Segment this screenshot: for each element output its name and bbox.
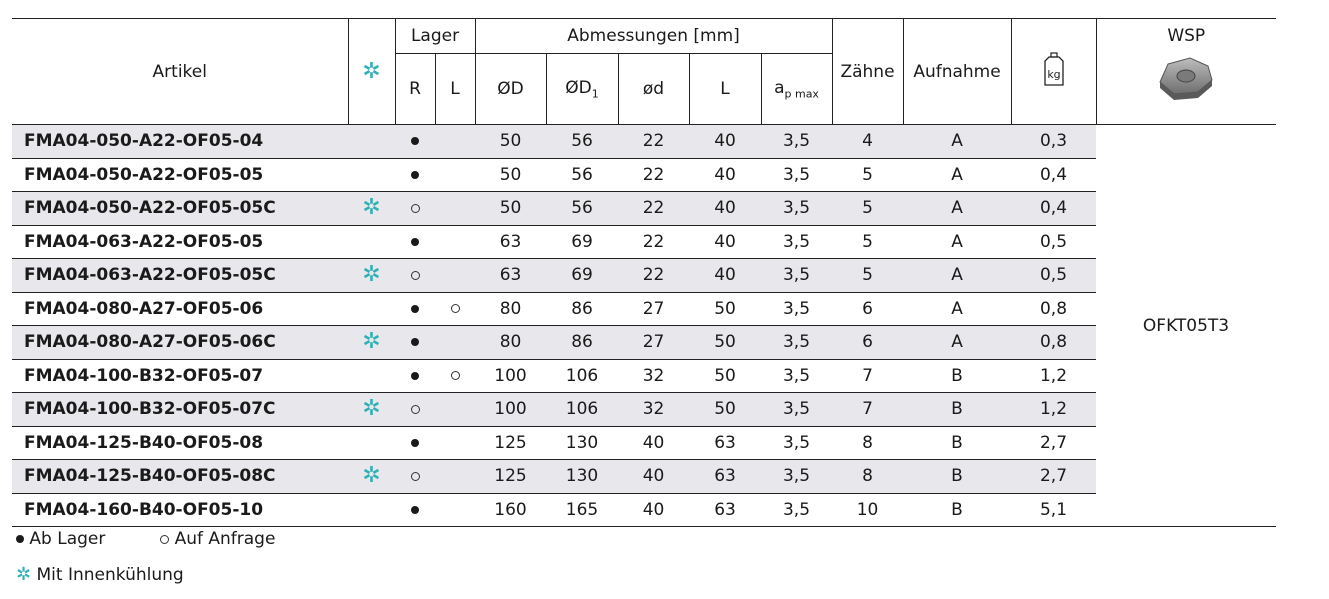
cell-aufnahme: A — [903, 192, 1011, 226]
cell-cooling — [348, 326, 395, 360]
table-row — [12, 125, 1276, 159]
product-table-container — [12, 18, 1276, 527]
header-ap-sub: p max — [784, 87, 819, 101]
cell-d1: 56 — [546, 192, 618, 226]
cell-cooling — [348, 460, 395, 494]
cell-d-small: 22 — [618, 125, 689, 159]
cell-aufnahme: A — [903, 292, 1011, 326]
cell-ap: 3,5 — [761, 460, 832, 494]
snowflake-icon: ✲ — [362, 396, 381, 422]
cell-d1: 56 — [546, 158, 618, 192]
cell-weight: 0,8 — [1011, 292, 1096, 326]
cell-ap: 3,5 — [761, 493, 832, 527]
cell-r — [395, 225, 435, 259]
table-row — [12, 225, 1276, 259]
cell-l — [435, 393, 475, 427]
header-aufnahme: Aufnahme — [903, 19, 1011, 125]
cell-artikel: FMA04-080-A27-OF05-06C — [12, 326, 348, 360]
cell-d: 80 — [475, 326, 546, 360]
legend-innenkuehlung: Mit Innenkühlung — [36, 565, 184, 585]
header-abmessungen: Abmessungen [mm] — [475, 19, 832, 54]
cell-zaehne: 4 — [832, 125, 903, 159]
cell-zaehne: 5 — [832, 192, 903, 226]
table-row — [12, 326, 1276, 360]
hollow-circle-icon — [411, 204, 420, 213]
cell-cooling — [348, 158, 395, 192]
cell-zaehne: 5 — [832, 158, 903, 192]
cell-r — [395, 158, 435, 192]
cell-d1: 69 — [546, 225, 618, 259]
header-d1-sub: 1 — [591, 87, 599, 101]
weight-icon — [1042, 51, 1066, 87]
cell-d-small: 40 — [618, 426, 689, 460]
hollow-circle-icon — [411, 271, 420, 280]
cell-d-small: 27 — [618, 326, 689, 360]
insert-image — [1154, 54, 1218, 104]
cell-weight: 0,4 — [1011, 158, 1096, 192]
cell-d1: 130 — [546, 460, 618, 494]
header-lager: Lager — [395, 19, 475, 54]
cell-ap: 3,5 — [761, 426, 832, 460]
cell-aufnahme: B — [903, 460, 1011, 494]
filled-dot-icon — [411, 137, 419, 145]
table-row — [12, 393, 1276, 427]
header-d-small: ød — [618, 54, 689, 125]
legend-stock — [16, 529, 275, 549]
hollow-circle-icon — [451, 304, 460, 313]
cell-l — [435, 125, 475, 159]
cell-d1: 130 — [546, 426, 618, 460]
snowflake-icon: ✲ — [362, 195, 381, 221]
cell-zaehne: 5 — [832, 259, 903, 293]
cell-l — [435, 326, 475, 360]
header-ap-main: a — [774, 77, 785, 98]
cell-d-small: 22 — [618, 225, 689, 259]
cell-ap: 3,5 — [761, 326, 832, 360]
cell-length: 50 — [689, 326, 761, 360]
snowflake-icon: ✲ — [362, 329, 381, 355]
cell-d: 100 — [475, 393, 546, 427]
cell-length: 50 — [689, 393, 761, 427]
cell-r — [395, 493, 435, 527]
cell-l — [435, 192, 475, 226]
cell-r — [395, 326, 435, 360]
cell-aufnahme: B — [903, 493, 1011, 527]
cell-d-small: 32 — [618, 359, 689, 393]
cell-length: 40 — [689, 125, 761, 159]
cell-d: 63 — [475, 259, 546, 293]
cell-length: 40 — [689, 225, 761, 259]
table-row — [12, 460, 1276, 494]
cell-aufnahme: A — [903, 158, 1011, 192]
cell-weight: 2,7 — [1011, 426, 1096, 460]
cell-l — [435, 426, 475, 460]
cell-d: 125 — [475, 460, 546, 494]
cell-d: 100 — [475, 359, 546, 393]
header-zaehne: Zähne — [832, 19, 903, 125]
cell-l — [435, 158, 475, 192]
cell-d-small: 27 — [618, 292, 689, 326]
cell-cooling — [348, 259, 395, 293]
cell-length: 40 — [689, 259, 761, 293]
header-l: L — [435, 54, 475, 125]
table-row — [12, 426, 1276, 460]
header-d: ØD — [475, 54, 546, 125]
header-wsp-image — [1096, 54, 1276, 125]
cell-zaehne: 5 — [832, 225, 903, 259]
cell-ap: 3,5 — [761, 125, 832, 159]
cell-l — [435, 225, 475, 259]
cell-d1: 106 — [546, 393, 618, 427]
cell-r — [395, 259, 435, 293]
filled-dot-icon — [411, 372, 419, 380]
cell-d1: 69 — [546, 259, 618, 293]
hollow-circle-icon — [160, 535, 169, 544]
cell-cooling — [348, 359, 395, 393]
weight-icon-label: kg — [1046, 68, 1061, 81]
cell-ap: 3,5 — [761, 393, 832, 427]
cell-weight: 0,4 — [1011, 192, 1096, 226]
cell-aufnahme: A — [903, 125, 1011, 159]
legend-cooling — [16, 565, 184, 585]
cell-zaehne: 6 — [832, 326, 903, 360]
snowflake-icon: ✲ — [362, 58, 381, 84]
filled-dot-icon — [16, 535, 24, 543]
header-cooling — [348, 19, 395, 125]
header-length: L — [689, 54, 761, 125]
hollow-circle-icon — [411, 472, 420, 481]
cell-zaehne: 8 — [832, 460, 903, 494]
cell-l — [435, 259, 475, 293]
cell-d: 50 — [475, 158, 546, 192]
cell-r — [395, 359, 435, 393]
table-row — [12, 158, 1276, 192]
cell-d: 125 — [475, 426, 546, 460]
cell-weight: 0,5 — [1011, 225, 1096, 259]
cell-artikel: FMA04-125-B40-OF05-08 — [12, 426, 348, 460]
hollow-circle-icon — [411, 405, 420, 414]
cell-d1: 106 — [546, 359, 618, 393]
cell-d1: 86 — [546, 292, 618, 326]
cell-l — [435, 493, 475, 527]
cell-ap: 3,5 — [761, 259, 832, 293]
cell-d-small: 32 — [618, 393, 689, 427]
cell-artikel: FMA04-050-A22-OF05-04 — [12, 125, 348, 159]
cell-d1: 86 — [546, 326, 618, 360]
snowflake-icon: ✲ — [362, 262, 381, 288]
cell-d1: 165 — [546, 493, 618, 527]
cell-aufnahme: A — [903, 225, 1011, 259]
cell-ap: 3,5 — [761, 359, 832, 393]
cell-weight: 0,5 — [1011, 259, 1096, 293]
cell-zaehne: 7 — [832, 359, 903, 393]
cell-length: 63 — [689, 460, 761, 494]
cell-artikel: FMA04-063-A22-OF05-05C — [12, 259, 348, 293]
cell-zaehne: 6 — [832, 292, 903, 326]
cell-l — [435, 292, 475, 326]
cell-r — [395, 460, 435, 494]
cell-artikel: FMA04-100-B32-OF05-07 — [12, 359, 348, 393]
cell-weight: 0,3 — [1011, 125, 1096, 159]
filled-dot-icon — [411, 338, 419, 346]
cell-weight: 5,1 — [1011, 493, 1096, 527]
cell-cooling — [348, 125, 395, 159]
cell-zaehne: 8 — [832, 426, 903, 460]
cell-r — [395, 292, 435, 326]
cell-d: 50 — [475, 125, 546, 159]
cell-artikel: FMA04-050-A22-OF05-05C — [12, 192, 348, 226]
filled-dot-icon — [411, 506, 419, 514]
cell-length: 40 — [689, 158, 761, 192]
cell-artikel: FMA04-100-B32-OF05-07C — [12, 393, 348, 427]
cell-d: 80 — [475, 292, 546, 326]
cell-aufnahme: A — [903, 259, 1011, 293]
cell-length: 63 — [689, 493, 761, 527]
header-d1 — [546, 54, 618, 125]
cell-cooling — [348, 393, 395, 427]
cell-artikel: FMA04-080-A27-OF05-06 — [12, 292, 348, 326]
snowflake-icon: ✲ — [362, 463, 381, 489]
legend-auf-anfrage: Auf Anfrage — [174, 529, 276, 549]
cell-aufnahme: B — [903, 426, 1011, 460]
cell-length: 50 — [689, 359, 761, 393]
cell-ap: 3,5 — [761, 192, 832, 226]
header-wsp: WSP — [1096, 19, 1276, 54]
filled-dot-icon — [411, 439, 419, 447]
table-row — [12, 493, 1276, 527]
hollow-circle-icon — [451, 371, 460, 380]
header-ap — [761, 54, 832, 125]
cell-l — [435, 359, 475, 393]
cell-d-small: 22 — [618, 192, 689, 226]
cell-weight: 1,2 — [1011, 393, 1096, 427]
cell-r — [395, 192, 435, 226]
filled-dot-icon — [411, 305, 419, 313]
cell-weight: 0,8 — [1011, 326, 1096, 360]
cell-aufnahme: A — [903, 326, 1011, 360]
cell-artikel: FMA04-160-B40-OF05-10 — [12, 493, 348, 527]
cell-d: 63 — [475, 225, 546, 259]
cell-zaehne: 10 — [832, 493, 903, 527]
cell-d-small: 22 — [618, 259, 689, 293]
cell-d: 160 — [475, 493, 546, 527]
cell-cooling — [348, 493, 395, 527]
cell-weight: 2,7 — [1011, 460, 1096, 494]
product-table — [12, 18, 1276, 527]
cell-r — [395, 393, 435, 427]
cell-cooling — [348, 192, 395, 226]
header-weight — [1011, 19, 1096, 125]
cell-cooling — [348, 426, 395, 460]
cell-cooling — [348, 292, 395, 326]
cell-d-small: 22 — [618, 158, 689, 192]
cell-artikel: FMA04-050-A22-OF05-05 — [12, 158, 348, 192]
cell-artikel: FMA04-125-B40-OF05-08C — [12, 460, 348, 494]
cell-d1: 56 — [546, 125, 618, 159]
cell-cooling — [348, 225, 395, 259]
table-row — [12, 192, 1276, 226]
filled-dot-icon — [411, 238, 419, 246]
cell-d-small: 40 — [618, 493, 689, 527]
cell-r — [395, 125, 435, 159]
cell-aufnahme: B — [903, 359, 1011, 393]
cell-length: 40 — [689, 192, 761, 226]
cell-d-small: 40 — [618, 460, 689, 494]
cell-wsp: OFKT05T3 — [1096, 125, 1276, 527]
header-artikel: Artikel — [152, 61, 207, 82]
cell-length: 50 — [689, 292, 761, 326]
table-body — [12, 125, 1276, 527]
table-row — [12, 259, 1276, 293]
snowflake-icon: ✲ — [16, 564, 32, 585]
cell-ap: 3,5 — [761, 158, 832, 192]
table-row — [12, 359, 1276, 393]
cell-r — [395, 426, 435, 460]
cell-zaehne: 7 — [832, 393, 903, 427]
legend-ab-lager: Ab Lager — [29, 529, 106, 549]
cell-l — [435, 460, 475, 494]
filled-dot-icon — [411, 171, 419, 179]
cell-artikel: FMA04-063-A22-OF05-05 — [12, 225, 348, 259]
cell-length: 63 — [689, 426, 761, 460]
cell-weight: 1,2 — [1011, 359, 1096, 393]
cell-ap: 3,5 — [761, 225, 832, 259]
cell-ap: 3,5 — [761, 292, 832, 326]
cell-d: 50 — [475, 192, 546, 226]
header-d1-main: ØD — [565, 77, 592, 98]
header-r: R — [395, 54, 435, 125]
table-row — [12, 292, 1276, 326]
cell-aufnahme: B — [903, 393, 1011, 427]
